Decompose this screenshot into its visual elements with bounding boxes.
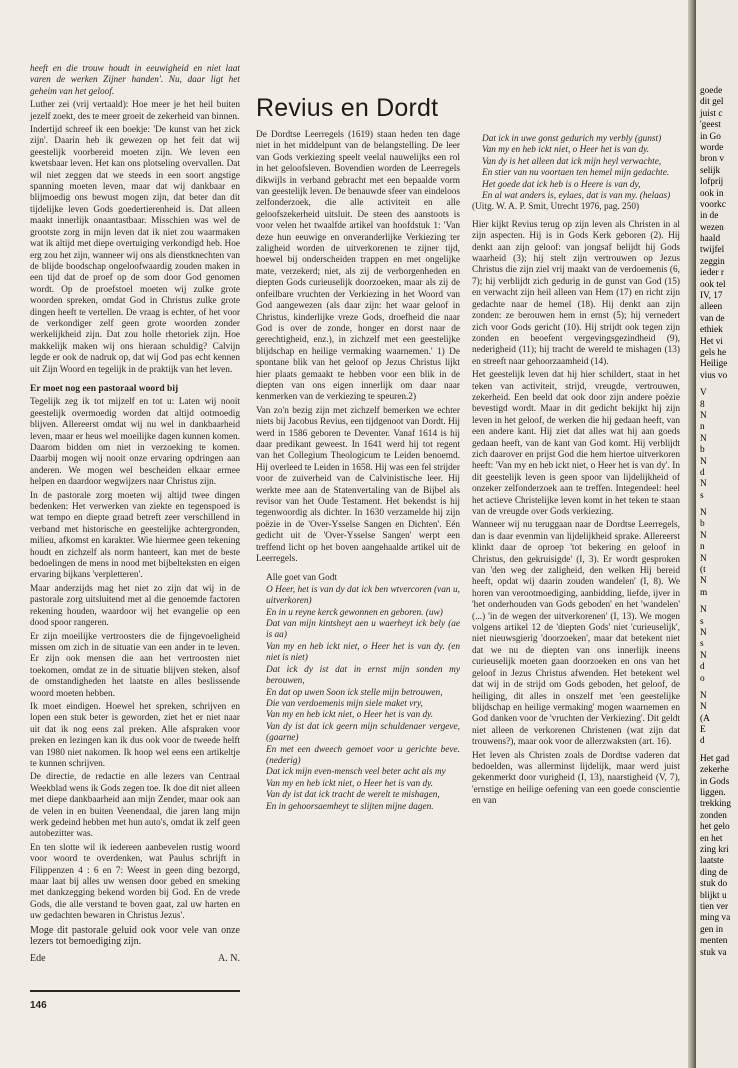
poem-line: O Heer, het is van dy dat ick ben wtvercoren (van u, uitverkoren) <box>266 584 460 607</box>
next-page-fragment: N <box>700 553 707 564</box>
next-page-fragment: N <box>700 508 707 519</box>
next-page-fragment: ming va <box>700 913 731 924</box>
next-page-fragment: zonden <box>700 810 727 821</box>
next-page-fragment: 8 <box>700 399 705 410</box>
paragraph: In de pastorale zorg moeten wij altijd twee dingen bedenken: Het verwerken van ziekte en tegenspoed is wat tempo en diepte graad betreft zeer verschillend in verband met historische en geestelijke achtergronden, milieu, afkomst en karakter. Wie hiermee geen tekening houdt en zichzelf als norm hanteert, kan met de beste bedoelingen de mens in nood met bijbelteksten en eigen ervaring bijkans 'verpletteren'. <box>30 490 240 581</box>
next-page-fragment: m <box>700 587 708 598</box>
next-page-fragment: in Go <box>700 131 721 142</box>
place-name: Ede <box>30 953 46 965</box>
next-page-fragment: bron v <box>700 154 725 165</box>
poem-line: Van my en heb ickt niet, o Heer het is van dy. (en niet is niet) <box>266 641 460 664</box>
next-page-fragment: ding de <box>700 867 728 878</box>
next-page-fragment: s <box>700 616 704 627</box>
next-page-fragment: N <box>700 479 707 490</box>
next-page-fragment: blijkt u <box>700 890 727 901</box>
next-page-fragment: voorkc <box>700 199 726 210</box>
poem-title: Alle goet van Godt <box>266 573 338 584</box>
article-title: Revius en Dordt <box>256 94 439 122</box>
next-page-fragment: IV, 17 <box>700 291 723 302</box>
next-page-fragment: (A <box>700 713 710 724</box>
left-column <box>30 64 240 965</box>
paragraph: Maar anderzijds mag het niet zo zijn dat wij in de pastorale zorg uitsluitend met al die genoemde factoren rekening houden, waardoor wij het evangelie op een dood spoor rangeren. <box>30 583 240 629</box>
next-page-fragment: N <box>700 650 707 661</box>
next-page-fragment: Het gad <box>700 753 730 764</box>
next-page-fragment: d <box>700 467 705 478</box>
next-page-fragment: N <box>700 410 707 421</box>
poem-line: Dat van mijn kintsheyt aen u waerheyt ick bely (ae is aa) <box>266 619 460 641</box>
next-page-fragment: trekking <box>700 799 731 810</box>
poem-line: Het goede dat ick heb is o Heere is van dy, <box>482 179 641 190</box>
next-page-fragment: d <box>700 736 705 747</box>
page-gutter <box>688 0 696 1068</box>
next-page-fragment: N <box>700 433 707 444</box>
next-page-fragment: N <box>700 530 707 541</box>
next-page-fragment: N <box>700 576 707 587</box>
page-number: 146 <box>30 1000 47 1011</box>
next-page-edge <box>696 0 738 1068</box>
author-initials: A. N. <box>218 953 240 965</box>
next-page-fragment: Heilige <box>700 359 728 370</box>
next-page-fragment: stuk va <box>700 947 727 958</box>
next-page-fragment: n <box>700 542 705 553</box>
right-column <box>472 134 680 810</box>
next-page-fragment: het gelo <box>700 822 730 833</box>
poem-line: Dat ick in uwe gonst gedurich my verbly (gunst) <box>482 134 662 144</box>
paragraph: Indertijd schreef ik een boekje: 'De kunst van het zick zijn'. Daarin heb ik gewezen op het feit dat wij geestelijk voorbereid moeten zijn. We leven een kwetsbaar leven. Het kan ons plotseling overvallen. Dat wil niet zeggen dat we steeds in een soort angstige spanning moeten leven, maar dat wij dankbaar en blijmoedig ons bewust mogen zijn, dat beter dan dit tijdelijke leven Gods goedertierenheid is. Dat alleen maakt innerlijk onaantastbaar. Misschien was wel de grootste zorg in mijn leven dat ik niet zou waarmaken wat ik altijd met diepe overtuiging verkondigd heb. Hoe erg zou het zijn, wanneer wij ons als dienstknechten van de blijde boodschap ongeloofwaardig zouden maken in een tijd dat de proef op de som door God genomen wordt. Op de proefstoel moeten wij zulke grote woorden spreken, omdat God in Christus zulke grote dingen heeft te vertellen. De vraag is echter, of het voor de verkondiger zelf geen grote woorden zonder werkelijkheid zijn. Dat zou holle rhetoriek zijn. Hoe makkelijk maken wij ons hieraan schuldig? Calvijn legde er ook de nadruk op, dat wij God pas echt kennen uit Zijn Woord en tegelijk in de praktijk van het leven. <box>30 125 240 375</box>
next-page-fragment: n <box>700 422 705 433</box>
poem-line: En stier van nu voortaen ten hemel mijn gedachte. <box>482 168 670 179</box>
next-page-fragment: V <box>700 388 707 399</box>
next-page-fragment: wezen <box>700 222 724 233</box>
poem-line: En met een dweech gemoet voor u gerichte beve. (nederig) <box>266 744 460 766</box>
poem-line: Die van verdoemenis mijn siele maket vry, <box>266 698 423 709</box>
poem-line: En al wat anders is, eylaes, dat is van my. (helaas) <box>482 191 671 202</box>
paragraph: Wanneer wij nu teruggaan naar de Dordtse Leerregels, dan is daar evenmin van lijdelijkheid sprake. Allereerst klinkt daar de oproep 'tot bekering en geloof in Christus, den gekruisigde' (I, 3). Er wordt gesproken van 'den weg der zaligheid, den welken Hij bereid heeft, opdat wij daarin zouden wandelen' (I, 8). We horen van verootmoediging, aanbidding, liefde, ijver in 'het onderhouden van Gods geboden' en het 'wandelen' (...) 'in de wegen der uitverkorenen' (I, 13). We mogen volgens artikel 12 de 'diepten Gods' niet 'curieuselijk', niet nieuwsgierig 'doorzoeken', maar dat betekent niet dat we nu de diepten van ons innerlijk ineens curieuselijk moeten gaan doorzoeken en ons van het geloof in Jezus Christus afwenden. Het betekent wel dat wij in de strijd om Gods geboden, het geloof, de heiliging, dit alles in onszelf met 'een geestelijke blijdschap en heilige vermaking' mogen waarnemen en God danken voor de 'vruchten der Verkiezing'. Dit geldt niet alleen de verkorenen Christenen (wat zijn dat trouwens?), maar ook voor de allerzwaksten (art. 16). <box>472 520 680 748</box>
next-page-fragment: b <box>700 445 705 456</box>
paragraph: Tegelijk zeg ik tot mijzelf en tot u: Laten wij nooit geestelijk overmoedig worden dat altijd ootmoedig blijven. Allereerst omdat wij nu wel in dankbaarheid leven, maar er heus wel moeilijke dagen kunnen komen. Daarom bidden om niet in verzoeking te komen. Daarbij mogen wij nooit onze ervaring opdringen aan anderen. We mogen wel bescheiden elkaar ermee helpen en daardoor wegwijzers naar Christus zijn. <box>30 397 240 488</box>
next-page-fragment: E <box>700 725 706 736</box>
closing-text: Moge dit pastorale geluid ook voor vele van onze lezers tot bemoediging zijn. <box>30 924 240 948</box>
next-page-fragment: juist c <box>700 108 723 119</box>
next-page-fragment: N <box>700 605 707 616</box>
next-page-fragment: zekerhe <box>700 765 729 776</box>
next-page-fragment: zing kri <box>700 845 729 855</box>
next-page-fragment: Het vi <box>700 336 723 347</box>
poem-line: Van my en heb ickt niet, o Heer het is van dy. <box>482 145 650 156</box>
next-page-fragment: menten <box>700 936 728 947</box>
section-heading: Er moet nog een pastoraal woord bij <box>30 383 179 394</box>
next-page-fragment: (t <box>700 565 706 576</box>
next-page-fragment: alleen <box>700 302 723 313</box>
paragraph: Het leven als Christen zoals de Dordtse vaderen dat bedoelden, was allerminst lijdelijk, maar werd juist gekenmerkt door vurigheid (I, 13), naarstigheid (V, 7), 'ernstige en heilige oefening van een goede conscientie en van <box>472 750 680 807</box>
paragraph: Hier kijkt Revius terug op zijn leven als Christen in al zijn aspecten. Hij is in Gods Kerk geboren (2). Hij denkt aan zijn geloof: van jongsaf belijdt hij Gods waarheid (3); hij stelt zijn vertrouwen op Jezus Christus die zijn ziel vrij maakt van de verdoemenis (6, 7); hij verblijdt zich gedurig in de gunst van God (15) en verwacht zijn heil alleen van Hem (17) en richt zijn gedachte naar de hemel (18). Hij denkt aan zijn zonden: ze berouwen hem in ernst (5); hij vernedert zich voor Gods gericht (10). Hij strijdt ook tegen zijn zonden en beoefent vergevingsgezindheid (9), nederigheid (11); hij tracht de wereld te mishagen (13) en streeft naar gehoorzaamheid (14). <box>472 219 680 367</box>
middle-column <box>256 130 460 819</box>
poem-line: En dat op uwen Soon ick stelle mijn betrouwen, <box>266 687 443 698</box>
next-page-fragment: d <box>700 662 705 673</box>
next-page-fragment: s <box>700 490 704 501</box>
next-page-fragment: 'geest <box>700 120 721 131</box>
poem-line: Van my en heb ickt niet, o Heer het is van dy. <box>266 710 434 721</box>
next-page-fragment: ieder r <box>700 268 725 279</box>
next-page-fragment: selijk <box>700 165 721 176</box>
paragraph: De directie, de redactie en alle lezers van Centraal Weekblad wens ik Gods zegen toe. Ik doe dit niet alleen met diepe dankbaarheid aan mijn Zender, maar ook aan de velen in en buiten Veenendaal, die jaren lang mijn werk gedeind hebben met hun auto's, omdat ik zelf geen autobezitter was. <box>30 772 240 840</box>
poem-line: Van dy is het alleen dat ick mijn heyl verwachte, <box>482 156 662 167</box>
poem-line: En in gehoorsaemheyt te slijten mijne dagen. <box>266 801 434 812</box>
next-page-fragment: N <box>700 702 707 713</box>
poem <box>266 573 460 813</box>
next-page-fragment: in Gods <box>700 776 730 787</box>
next-page-fragment: o <box>700 673 705 684</box>
next-page-fragments <box>700 86 738 959</box>
next-page-fragment: ook tel <box>700 279 726 290</box>
next-page-fragment: haald <box>700 234 721 245</box>
poem-continued <box>472 134 680 214</box>
next-page-fragment: en het <box>700 833 723 844</box>
next-page-fragment: goede <box>700 86 723 96</box>
intro-text: heeft en die trouw houdt in eeuwigheid en niet laat varen de werken Zijner handen'. Nu, daar ligt het geheim van het geloof. <box>30 64 240 97</box>
paragraph: Van zo'n bezig zijn met zichzelf bemerken we echter niets bij Jacobus Revius, een tijdgenoot van Dordt. Hij werd in 1586 geboren te Deventer. Vanaf 1614 is hij daar predikant geweest. In 1641 werd hij tot regent van het Collegium Theologicum te Leiden benoemd. Hij overleed te Leiden in 1658. Hij was een fel strijder voor de zuiverheid van de Calvinistische leer. Hij werkte mee aan de Statenvertaling van de Bijbel als revisor van het Oude Testament. Het bekendst is hij tegenwoordig als dichter. In 1630 verzamelde hij zijn poëzie in de 'Over-Ysselse Sangen en Dichten'. Eén gedicht uit de 'Over-Ysselse Sangen' werpt een treffend licht op het boven aangehaalde artikel uit de Leerregels. <box>256 405 460 565</box>
next-page-fragment: laatste <box>700 856 724 867</box>
next-page-fragment: ethiek <box>700 325 723 336</box>
next-page-fragment: N <box>700 456 707 467</box>
next-page-fragment: tien ver <box>700 901 729 912</box>
poem-line: En in u reyne kerck gewonnen en geboren. (uw) <box>266 607 443 618</box>
paragraph: En ten slotte wil ik iedereen aanbevelen rustig woord voor woord te overdenken, wat Paulus schrijft in Filippenzen 4 : 6 en 7: Weest in geen ding bezorgd, maar laat bij alles uw wensen door gebed en smeking met dankzegging bekend worden bij God. En de vrede Gods, die alle verstand te boven gaat, zal uw harten en uw gedachten bewaren in Christus Jezus'. <box>30 842 240 922</box>
next-page-fragment: vius vo <box>700 370 728 381</box>
paragraph: De Dordtse Leerregels (1619) staan heden ten dage niet in het middelpunt van de belangstelling. De leer van Gods verkiezing speelt veelal nauwelijks een rol in het geloofsleven. Bovendien worden de Leerregels dikwijls in verband gebracht met een bepaalde vorm van geestelijk leven. De benauwde sfeer van eindeloos zelfonderzoek, die alle activiteit en alle geloofszekerheid uitsluit. De steen des aanstoots is voor velen het twaalfde artikel van hoofdstuk 1: 'Van deze hun eeuwige en onveranderlijke Verkiezing ter zaligheid worden de uitverkorenen te zijner tijd, hoewel bij onderscheiden trappen en met ongelijke mate, verzekerd; niet, als zij de verborgenheden en diepten Gods curieuselijk doorzoeken, maar als zij de onfeilbare vruchten der Verkiezing in het Woord van God aangewezen (als daar zijn: het waar geloof in Christus, kinderlijke vreze Gods, droefheid die naar God is over de zonde, honger en dorst naar de gerechtigheid, enz.), in zichzelf met een geestelijke blijdschap en heilige vermaking waarnemen.' 1) De spontane blik van het geloof op Jezus Christus lijkt hier plaats gemaakt te hebben voor een blik in de diepten van ons eigen innerlijk om daar naar kenmerken van de verkiezing te speuren.2) <box>256 130 460 403</box>
signature-line <box>30 953 240 964</box>
paragraph: Luther zei (vrij vertaald): Hoe meer je het heil buiten jezelf zoekt, des te meer groeit de zekerheid van binnen. <box>30 100 240 122</box>
next-page-fragment: N <box>700 690 707 701</box>
next-page-fragment: dit gel <box>700 97 724 108</box>
next-page-fragment: N <box>700 627 707 638</box>
next-page-fragment: ook in <box>700 188 724 199</box>
next-page-fragment: zeggin <box>700 256 725 267</box>
next-page-fragment: lofprij <box>700 177 724 188</box>
paragraph: Ik moet eindigen. Hoewel het spreken, schrijven en lopen een stuk beter is geworden, ziet het er niet naar uit dat ik nog eens zal preken. Alle afspraken voor preken en lezingen kan ik dus ook voor de tweede helft van 1980 niet nakomen. Ik hoop wel eens een artikeltje te kunnen schrijven. <box>30 701 240 769</box>
next-page-fragment: stuk do <box>700 879 728 890</box>
paragraph: Het geestelijk leven dat hij hier schildert, staat in het teken van activiteit, strijd, vreugde, vertrouwen, zekerheid. Een beeld dat ook door zijn andere poëzie bevestigd wordt. Maar in dit gedicht bekijkt hij zijn leven in het geloof, de werken die hij gedaan heeft, van een andere kant. Hij ziet dat alles wat hij aan goeds gedaan heeft, van de kant van God komt. Hij verblijdt zich daarover en prijst God die hem hiertoe uitverkoren heeft: 'Van my en heb ickt niet, o Heer het is van dy'. In dit geestelijk leven is geen spoor van lijdelijkheid of onzeker zelfonderzoek aan te treffen. Integendeel: heel het actieve Christelijke leven komt in het teken te staan van de vreugde over Gods verkiezing. <box>472 370 680 517</box>
poem-line: Van my en heb ickt niet, o Heer het is van dy. <box>266 778 434 789</box>
citation: (Uitg. W. A. P. Smit, Utrecht 1976, pag. 250) <box>472 202 640 213</box>
poem-line: Van dy ist dat ick tracht de werelt te mishagen, <box>266 790 440 801</box>
poem-line: Dat ick dy ist dat in ernst mijn sonden my berouwen, <box>266 664 460 687</box>
next-page-fragment: van de <box>700 313 725 324</box>
next-page-fragment: gels he <box>700 347 727 358</box>
paragraph: Er zijn moeilijke vertroosters die de fijngevoeligheid missen om zich in de situatie van een ander in te leven. Er zijn ook mensen die aan het vertroosten niet toekomen, omdat ze in de situatie blijven steken, alsof de omstandigheden het laatste en alles beslissende woord moeten hebben. <box>30 631 240 699</box>
next-page-fragment: twijfel <box>700 245 725 256</box>
poem-line: Van dy ist dat ick geern mijn schuldenaer vergeve, (gaarne) <box>266 721 460 744</box>
next-page-fragment: liggen. <box>700 788 726 799</box>
next-page-fragment: gen in <box>700 924 723 935</box>
next-page-fragment: in de <box>700 211 719 222</box>
footer-rule <box>30 990 240 992</box>
next-page-fragment: s <box>700 639 704 650</box>
poem-line: Dat ick mijn even-mensch veel beter acht als my <box>266 767 446 778</box>
next-page-fragment: b <box>700 519 705 530</box>
next-page-fragment: worde <box>700 142 724 153</box>
